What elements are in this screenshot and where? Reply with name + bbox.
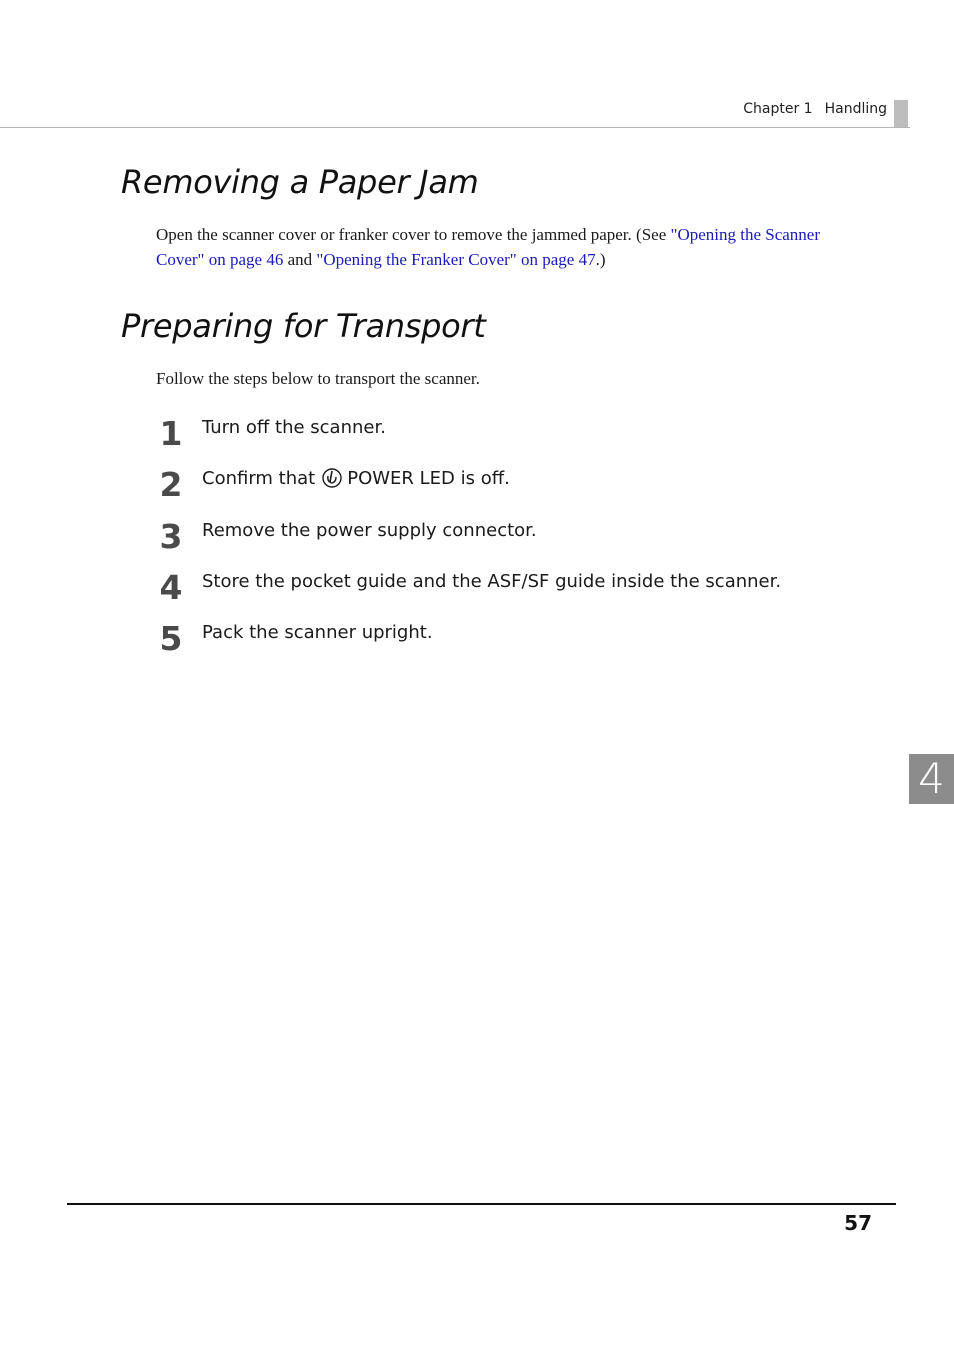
transport-intro: Follow the steps below to transport the scanner. — [156, 369, 480, 388]
section-title-paper-jam: Removing a Paper Jam — [121, 163, 479, 201]
step-text-after: POWER LED is off. — [347, 468, 510, 489]
link-opening-scanner-cover[interactable]: "Opening the Scanner Cover" on page 46 — [156, 225, 821, 269]
paper-jam-text-3: .) — [595, 250, 606, 269]
step-text: Store the pocket guide and the ASF/SF guide inside the scanner. — [202, 571, 782, 592]
step-text: Pack the scanner upright. — [202, 622, 433, 643]
footer-divider — [67, 1203, 896, 1205]
running-header — [743, 101, 887, 117]
step-1 — [156, 412, 856, 456]
page-number: 57 — [844, 1211, 872, 1235]
header-section: Handling — [824, 101, 887, 117]
paper-jam-text-2: and — [283, 250, 317, 269]
link-opening-franker-cover[interactable]: "Opening the Franker Cover" on page 47 — [316, 250, 596, 269]
step-number: 1 — [159, 414, 183, 453]
section-title-transport: Preparing for Transport — [121, 307, 486, 345]
header-divider — [0, 127, 910, 128]
step-2 — [156, 463, 856, 507]
step-number: 5 — [159, 619, 183, 658]
header-chapter: Chapter 1 — [743, 101, 813, 117]
step-5 — [156, 617, 856, 661]
power-icon — [321, 467, 343, 489]
paper-jam-text-1: Open the scanner cover or franker cover to remove the jammed paper. (See — [156, 225, 671, 244]
step-number: 4 — [159, 568, 183, 607]
step-text-before: Confirm that — [202, 468, 316, 489]
step-text: Turn off the scanner. — [202, 417, 386, 438]
header-tab-marker — [894, 100, 908, 128]
paper-jam-paragraph — [156, 222, 826, 272]
chapter-tab: 4 — [909, 754, 954, 804]
step-number: 3 — [159, 517, 183, 556]
step-3 — [156, 515, 856, 559]
step-text — [202, 467, 510, 491]
step-text: Remove the power supply connector. — [202, 520, 537, 541]
step-number: 2 — [159, 465, 183, 504]
step-4 — [156, 566, 856, 610]
